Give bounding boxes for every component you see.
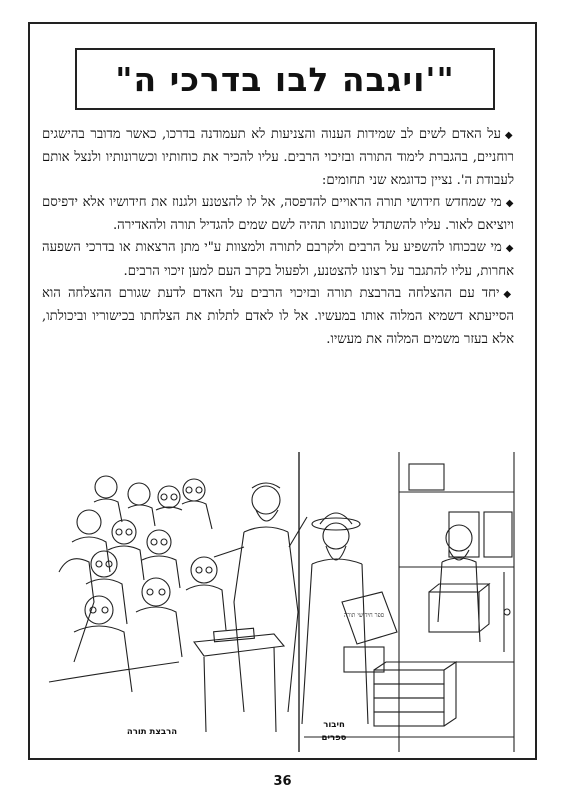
open-book [342, 592, 397, 644]
paragraph-3 [42, 237, 514, 283]
paragraph-2-text: מי שמחדש חידושי תורה הראויים להדפסה, אל לו להצטנע ולגנוז את חידושיו אלא ידפיסם ויוציאם לאור. עליו להשתדל שכוונתו תהיה לשם שמים להגדיל תורה ולהאדירה. [42, 194, 514, 234]
paragraph-4-text: יחד עם ההצלחה בהרבצת תורה ובזיכוי הרבים על האדם לדעת שגורם ההצלחה הוא הסייעתא דשמיא המלוה אותו במעשיו. אל לו לאדם לתלות את הצלחתו בכישוריו וביכולתו, אלא בעזר משמים המלוה את מעשיו. [42, 286, 514, 347]
open-book-label: ספר חידושי תורה [343, 612, 385, 619]
caption-writing-line1: חיבור [323, 720, 345, 730]
torah-lesson-scene [49, 476, 307, 737]
diamond-bullet-icon: ◆ [505, 243, 514, 255]
page-title: "ויגבה לבו בדרכי ה'" [115, 59, 455, 99]
lectern [194, 628, 284, 732]
body-text [42, 124, 514, 351]
diamond-bullet-icon: ◆ [503, 289, 514, 301]
paragraph-3-text: מי שבכוחו להשפיע על הרבים ולקרבם לתורה ולמצוות ע"י מתן הרצאות או בדרכי השפעה אחרות, עליו להתגבר על רצונו להצטנע, ולפעול בקרב העם למען זיכוי הרבים. [42, 240, 514, 279]
door-handle-icon [504, 609, 510, 615]
paragraph-1-text: על האדם לשים לב שמידות הענוה והצניעות לא תעמודנה בדרכו, כאשר מדובר בהישגים רוחניים, בהגברת לימוד התורה ובזיכוי הרבים. עליו להכיר את כוחותיו וכשרונותיו ולנצל אותם לעבודת ה'. נציין כדוגמא שני תחומים: [42, 127, 514, 188]
writing-books-scene [302, 452, 514, 752]
title-box [75, 48, 495, 110]
page-number: 36 [273, 774, 292, 789]
diamond-bullet-icon: ◆ [505, 197, 514, 209]
diamond-bullet-icon: ◆ [504, 130, 514, 141]
book-stack [374, 662, 456, 726]
caption-writing-line2: ספרים [321, 733, 347, 743]
teacher-figure [214, 483, 307, 712]
illustration [44, 452, 520, 752]
caption-torah-lesson: הרבצת תורה [126, 727, 178, 737]
student-group [59, 476, 226, 692]
paragraph-1 [42, 124, 514, 192]
paragraph-4 [42, 283, 514, 351]
paragraph-2 [42, 192, 514, 238]
